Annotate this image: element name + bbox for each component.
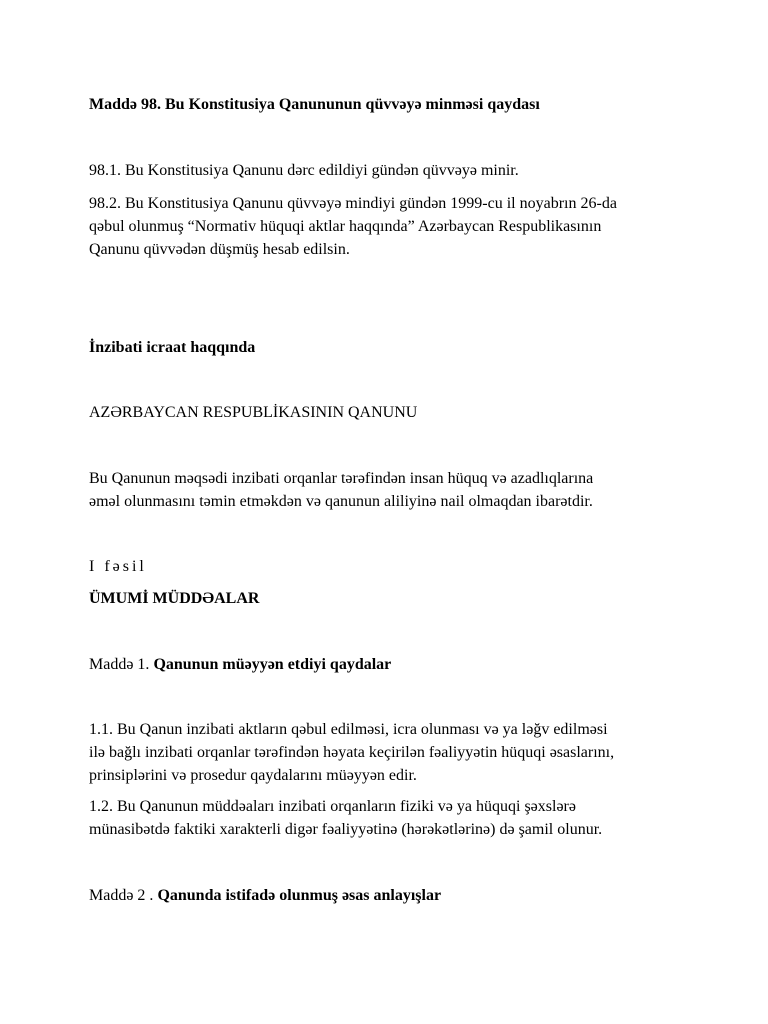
chapter-label: I fəsil	[89, 558, 147, 575]
article-1-prefix: Maddə 1.	[89, 656, 154, 673]
chapter-title: ÜMUMİ MÜDDƏALAR	[89, 590, 260, 607]
law-subtitle: AZƏRBAYCAN RESPUBLİKASININ QANUNU	[89, 404, 418, 421]
paragraph-line: münasibətdə faktiki xarakterli digər fəaliyyətinə (hərəkətlərinə) də şamil olunur.	[89, 821, 603, 838]
article-1-heading	[89, 653, 391, 676]
law-title: İnzibati icraat haqqında	[89, 339, 256, 356]
paragraph-line: Bu Qanunun məqsədi inzibati orqanlar tərəfindən insan hüquq və azadlıqlarına	[89, 470, 594, 487]
article-1-paragraph-2	[89, 795, 602, 841]
article-2-title: Qanunda istifadə olunmuş əsas anlayışlar	[157, 887, 442, 904]
article-98-paragraph-1: 98.1. Bu Konstitusiya Qanunu dərc edildiyi gündən qüvvəyə minir.	[89, 162, 519, 179]
paragraph-line: prinsiplərini və prosedur qaydalarını müəyyən edir.	[89, 767, 417, 784]
article-2-prefix: Maddə 2 .	[89, 887, 158, 904]
paragraph-line: ilə bağlı inzibati orqanlar tərəfindən həyata keçirilən fəaliyyətin hüquqi əsaslarını,	[89, 744, 615, 761]
paragraph-line: 98.2. Bu Konstitusiya Qanunu qüvvəyə mindiyi gündən 1999-cu il noyabrın 26-da	[89, 195, 617, 212]
article-2-heading	[89, 884, 441, 907]
paragraph-line: qəbul olunmuş “Normativ hüquqi aktlar haqqında” Azərbaycan Respublikasının	[89, 218, 602, 235]
article-98-heading: Maddə 98. Bu Konstitusiya Qanununun qüvvəyə minməsi qaydası	[89, 96, 540, 113]
article-1-title: Qanunun müəyyən etdiyi qaydalar	[153, 656, 392, 673]
paragraph-line: Qanunu qüvvədən düşmüş hesab edilsin.	[89, 241, 350, 258]
article-98-paragraph-2	[89, 192, 617, 261]
paragraph-line: əməl olunmasını təmin etməkdən və qanunun aliliyinə nail olmaqdan ibarətdir.	[89, 493, 593, 510]
paragraph-line: 1.1. Bu Qanun inzibati aktların qəbul edilməsi, icra olunması və ya ləğv edilməsi	[89, 721, 608, 738]
article-1-paragraph-1	[89, 718, 614, 787]
law-purpose-paragraph	[89, 467, 593, 513]
paragraph-line: 1.2. Bu Qanunun müddəaları inzibati orqanların fiziki və ya hüquqi şəxslərə	[89, 798, 576, 815]
